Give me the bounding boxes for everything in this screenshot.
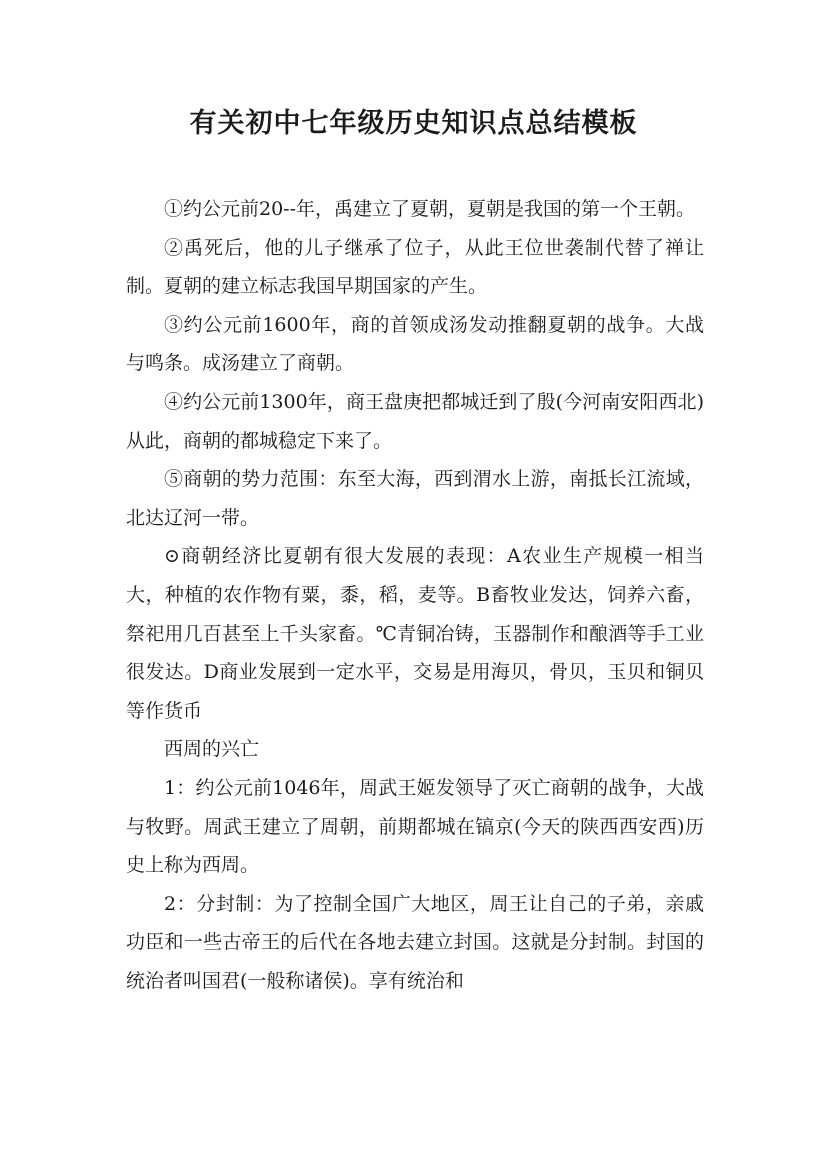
document-body (126, 190, 704, 1000)
paragraph-feudal-system: 2：分封制：为了控制全国广大地区，周王让自己的子弟，亲戚功臣和一些古帝王的后代在各地去建立封国。这就是分封制。封国的统治者叫国君(一般称诸侯)。享有统治和 (126, 892, 704, 992)
paragraph-pangeng-capital: ④约公元前1300年，商王盘庚把都城迁到了殷(今河南安阳西北)从此，商朝的都城稳定下来了。 (126, 390, 704, 452)
paragraph-shang-economy: ⊙商朝经济比夏朝有很大发展的表现：A农业生产规模一相当大，种植的农作物有粟，黍，稻，麦等。B畜牧业发达，饲养六畜，祭祀用几百甚至上千头家畜。℃青铜冶铸，玉器制作和酿酒等手工业很发达。D商业发展到一定水平，交易是用海贝，骨贝，玉贝和铜贝等作货币 (126, 545, 704, 722)
paragraph-xia-founding: ①约公元前20--年，禹建立了夏朝，夏朝是我国的第一个王朝。 (164, 198, 696, 220)
paragraph-shang-founding: ③约公元前1600年，商的首领成汤发动推翻夏朝的战争。大战与鸣条。成汤建立了商朝。 (126, 313, 704, 375)
document-title: 有关初中七年级历史知识点总结模板 (189, 108, 638, 139)
paragraph-zhou-founding: 1：约公元前1046年，周武王姬发领导了灭亡商朝的战争，大战与牧野。周武王建立了周朝，前期都城在镐京(今天的陕西西安西)历史上称为西周。 (126, 776, 704, 877)
paragraph-shang-territory: ⑤商朝的势力范围：东至大海，西到渭水上游，南抵长江流域，北达辽河一带。 (126, 468, 704, 529)
paragraph-hereditary-system: ②禹死后，他的儿子继承了位子，从此王位世袭制代替了禅让制。夏朝的建立标志我国早期国家的产生。 (126, 236, 704, 298)
section-heading-western-zhou: 西周的兴亡 (164, 738, 260, 761)
